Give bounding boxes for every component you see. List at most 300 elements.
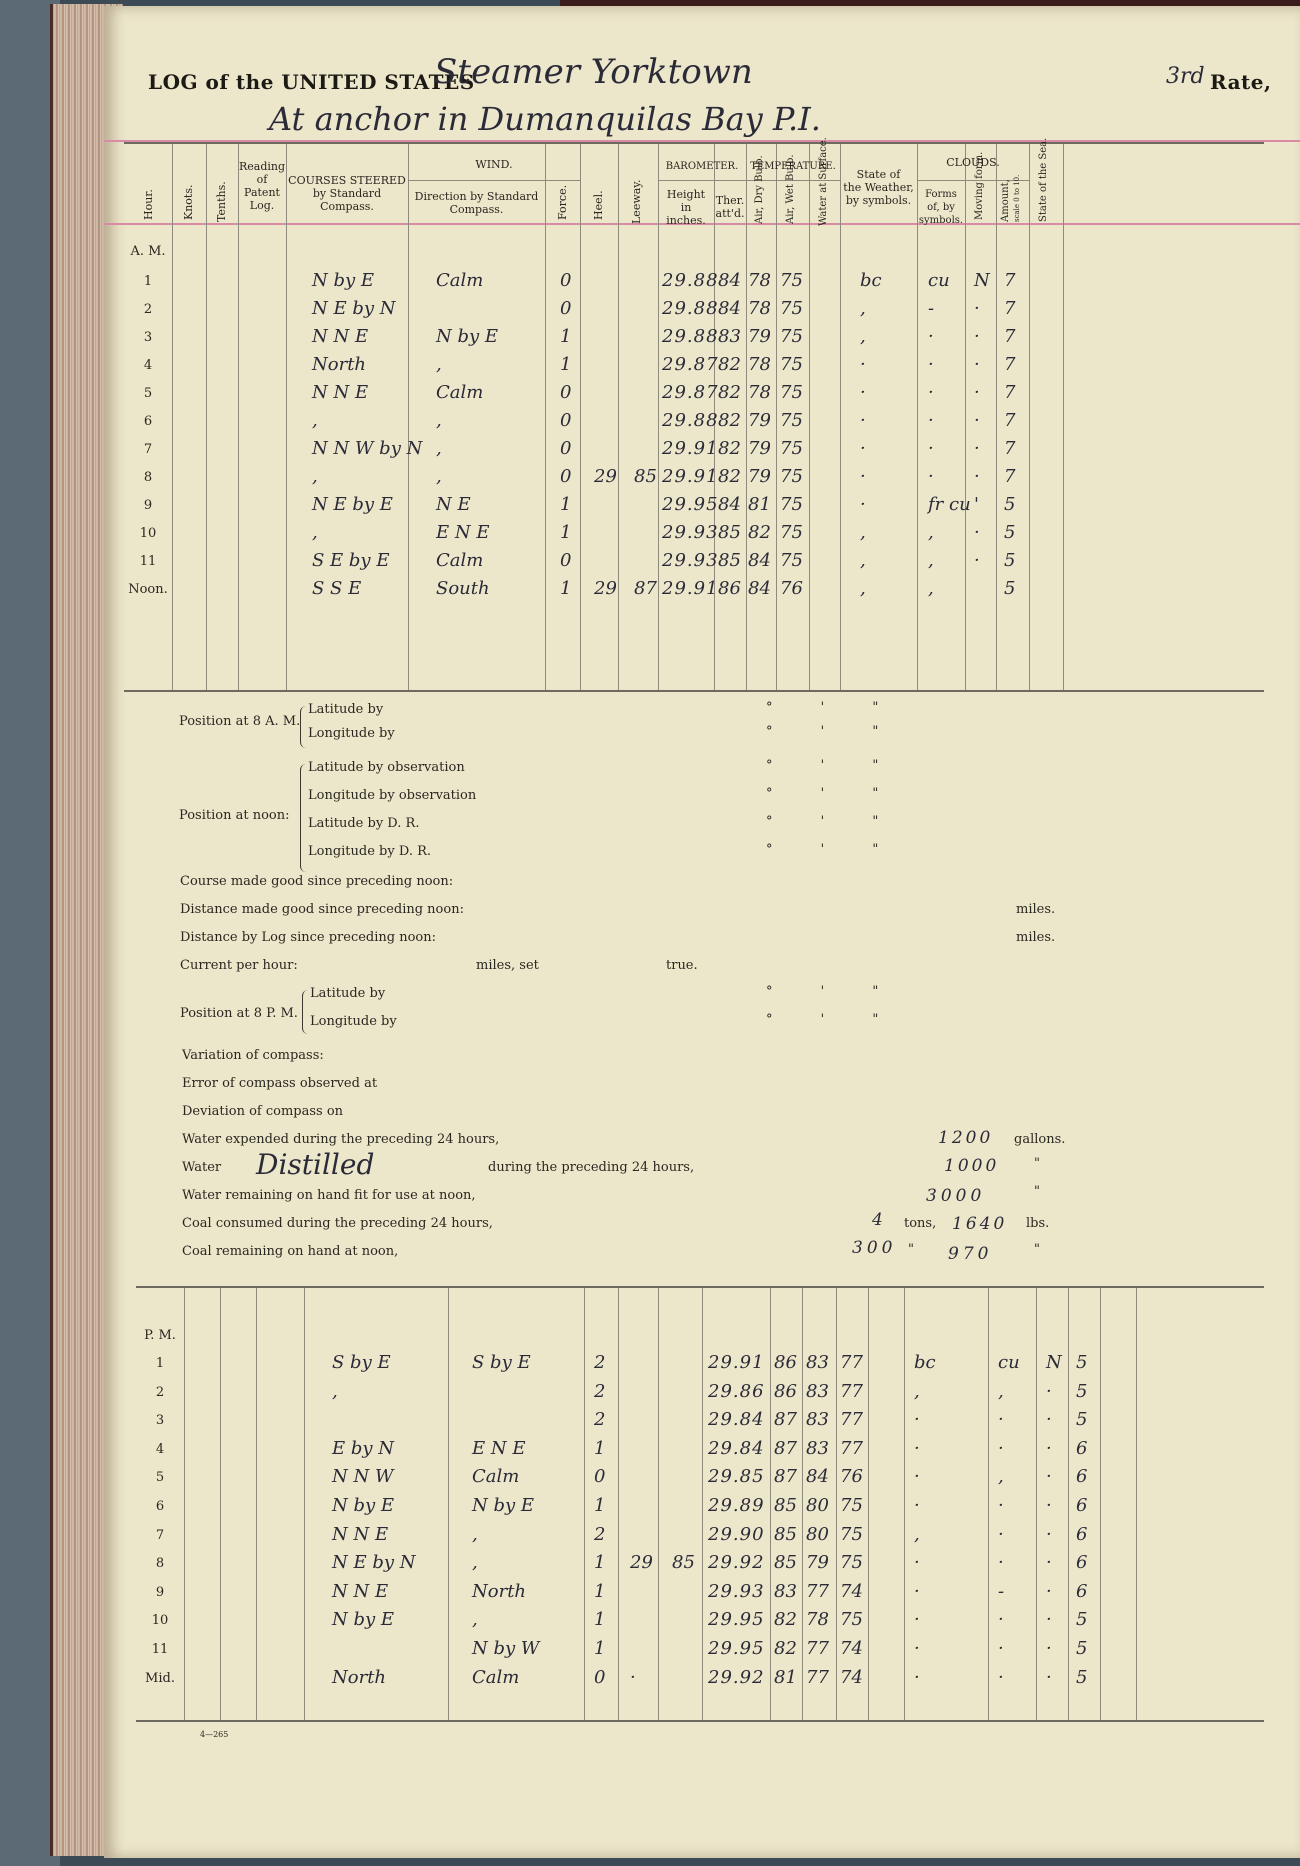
cell-dry: 83: [806, 1437, 829, 1459]
cell-dry: 77: [806, 1638, 829, 1659]
cell-ther: 87: [774, 1437, 797, 1459]
cell-wet: 74: [840, 1666, 863, 1688]
cell-weather: ·: [914, 1409, 920, 1431]
position-noon-label: Position at noon:: [179, 808, 290, 823]
cell-weather: ·: [860, 466, 866, 487]
cell-dir: N E: [436, 494, 471, 515]
cell-forms: ,: [998, 1380, 1004, 1402]
cell-amount: 5: [1076, 1638, 1088, 1659]
header-air-wet: Air, Wet Bulb.: [785, 154, 796, 224]
cell-weather: ·: [860, 410, 866, 431]
ditto-3: ": [908, 1242, 914, 1257]
cell-weather: ,: [860, 522, 866, 543]
cell-moving: ·: [1046, 1523, 1052, 1545]
cell-amount: 6: [1076, 1495, 1088, 1516]
deg-marks-5: ° ' ": [766, 814, 901, 829]
cell-moving: ·: [1046, 1580, 1052, 1602]
cell-ther: 82: [774, 1638, 797, 1659]
miles-label-2: miles.: [1016, 930, 1056, 945]
header-weather: State of the Weather, by symbols.: [843, 168, 914, 207]
cell-amount: 5: [1004, 494, 1016, 515]
cell-baro: 29.93: [662, 522, 719, 543]
latitude-8pm-label: Latitude by: [310, 986, 386, 1001]
cell-force: 2: [594, 1352, 606, 1373]
cell-moving: N: [974, 270, 990, 291]
cell-baro: 29.88: [662, 270, 719, 291]
cell-hour: 2: [143, 302, 153, 317]
cell-baro: 29.91: [662, 578, 719, 599]
cell-forms: ·: [998, 1609, 1004, 1631]
header-temperature: TEMPERATURE.: [750, 161, 836, 172]
deg-marks-8: ° ' ": [766, 1012, 901, 1027]
cell-wet: 75: [780, 354, 803, 375]
cell-dir: N by E: [436, 326, 499, 347]
cell-dry: 78: [748, 270, 771, 291]
cell-ther: 86: [774, 1352, 797, 1373]
cell-dry: 77: [806, 1580, 829, 1602]
cell-course: North: [332, 1666, 387, 1688]
lbs-label: lbs.: [1026, 1216, 1050, 1231]
cell-weather: bc: [860, 270, 882, 291]
header-clouds: CLOUDS.: [946, 156, 1000, 169]
brace-noon: [300, 764, 307, 872]
cell-course: N N W by N: [312, 438, 423, 459]
ditto-4: ": [1034, 1242, 1040, 1257]
cell-forms: ,: [928, 578, 934, 599]
cell-heel: ·: [630, 1666, 636, 1688]
cell-course: N N E: [332, 1523, 389, 1545]
header-tenths: Tenths.: [215, 181, 228, 222]
cell-moving: ·: [1046, 1380, 1052, 1402]
cell-ther: 82: [718, 354, 741, 375]
cell-dry: 79: [748, 410, 771, 431]
cell-baro: 29.84: [708, 1409, 765, 1431]
cell-dir: Calm: [436, 382, 484, 403]
cell-hour: Noon.: [128, 582, 168, 597]
cell-amount: 6: [1076, 1552, 1088, 1574]
cell-weather: ·: [914, 1609, 920, 1631]
cell-dry: 78: [806, 1609, 829, 1631]
cell-leeway: 85: [634, 466, 657, 487]
cell-moving: ·: [974, 382, 980, 403]
cell-force: 0: [560, 438, 572, 459]
header-barometer: BAROMETER.: [665, 161, 739, 172]
log-title: LOG of the UNITED STATES: [148, 70, 475, 94]
cell-baro: 29.92: [708, 1552, 765, 1574]
cell-hour: 7: [155, 1527, 165, 1543]
cell-wet: 77: [840, 1380, 863, 1402]
cell-force: 2: [594, 1409, 606, 1431]
cell-course: N N E: [312, 382, 369, 403]
cell-amount: 6: [1076, 1523, 1088, 1545]
cell-dir: ,: [436, 410, 442, 431]
cell-moving: ·: [974, 298, 980, 319]
cell-course: N E by E: [312, 494, 393, 515]
cell-hour: 6: [155, 1499, 165, 1514]
latitude-dr-label: Latitude by D. R.: [308, 816, 420, 831]
cell-wet: 75: [780, 410, 803, 431]
cell-amount: 5: [1076, 1352, 1088, 1373]
cell-weather: ,: [860, 550, 866, 571]
cell-amount: 5: [1004, 578, 1016, 599]
cell-hour: 11: [139, 554, 157, 569]
cell-forms: fr cu: [928, 494, 971, 515]
distance-made-good-label: Distance made good since preceding noon:: [180, 902, 464, 917]
cell-dry: 77: [806, 1666, 829, 1688]
table-row: [124, 298, 1264, 326]
cell-weather: ,: [860, 326, 866, 347]
cell-force: 2: [594, 1523, 606, 1545]
cell-amount: 5: [1004, 522, 1016, 543]
cell-force: 0: [560, 550, 572, 571]
header-leeway: Leeway.: [630, 179, 643, 224]
cell-forms: ·: [998, 1523, 1004, 1545]
cell-dry: 80: [806, 1523, 829, 1545]
cell-force: 0: [560, 270, 572, 291]
cell-forms: -: [998, 1580, 1005, 1602]
cell-wet: 75: [780, 466, 803, 487]
longitude-8am-label: Longitude by: [308, 726, 395, 741]
cell-amount: 7: [1004, 354, 1016, 375]
course-made-good-label: Course made good since preceding noon:: [180, 874, 454, 889]
table-row: [136, 1352, 1264, 1381]
cell-moving: ·: [1046, 1609, 1052, 1631]
ditto-2: ": [1034, 1184, 1040, 1199]
cell-dry: 82: [748, 522, 771, 543]
cell-course: S S E: [312, 578, 362, 599]
cell-weather: ·: [860, 494, 866, 515]
cell-wet: 75: [780, 270, 803, 291]
cell-force: 1: [560, 326, 572, 347]
cell-baro: 29.84: [708, 1437, 765, 1459]
cell-force: 1: [560, 354, 572, 375]
cell-wet: 75: [780, 382, 803, 403]
cell-amount: 5: [1076, 1409, 1088, 1431]
cell-dry: 80: [806, 1495, 829, 1516]
cell-wet: 76: [780, 578, 803, 599]
cell-amount: 5: [1076, 1609, 1088, 1631]
table-row: [124, 410, 1264, 438]
cell-baro: 29.87: [662, 382, 719, 403]
cell-amount: 6: [1076, 1437, 1088, 1459]
table-row: [136, 1609, 1264, 1638]
deg-marks-6: ° ' ": [766, 842, 901, 857]
location-line: At anchor in Dumanquilas Bay P.I.: [269, 100, 821, 138]
cell-course: S E by E: [312, 550, 390, 571]
cell-baro: 29.88: [662, 298, 719, 319]
cell-baro: 29.92: [708, 1666, 765, 1688]
miles-label-1: miles.: [1016, 902, 1056, 917]
cell-dry: 83: [806, 1409, 829, 1431]
table-row: [136, 1667, 1264, 1696]
cell-hour: 10: [151, 1613, 169, 1629]
cell-dir: E N E: [436, 522, 490, 543]
table-row: [124, 270, 1264, 298]
cell-forms: ·: [998, 1638, 1004, 1659]
water-remaining-label: Water remaining on hand fit for use at noon,: [182, 1188, 476, 1203]
coal-remaining-lbs: 970: [948, 1244, 993, 1264]
cell-amount: 7: [1004, 410, 1016, 431]
cell-course: N by E: [332, 1609, 395, 1631]
cell-moving: ·: [974, 438, 980, 459]
header-cloud-scale: scale 0 to 10.: [1013, 174, 1021, 222]
cell-force: 1: [594, 1552, 606, 1574]
miles-set-label: miles, set: [476, 958, 539, 973]
cell-amount: 5: [1076, 1380, 1088, 1402]
cell-wet: 75: [780, 438, 803, 459]
cell-hour: 6: [143, 414, 153, 429]
position-8pm-label: Position at 8 P. M.: [180, 1006, 298, 1021]
cell-force: 1: [594, 1580, 606, 1602]
cell-dry: 84: [748, 578, 771, 599]
deg-marks-7: ° ' ": [766, 984, 901, 999]
cell-weather: ·: [860, 382, 866, 403]
cell-moving: ·: [1046, 1666, 1052, 1688]
cell-amount: 7: [1004, 298, 1016, 319]
deg-marks-1: ° ' ": [766, 700, 901, 715]
cell-forms: cu: [998, 1352, 1020, 1373]
cell-force: 0: [560, 382, 572, 403]
cell-baro: 29.93: [662, 550, 719, 571]
coal-remaining-label: Coal remaining on hand at noon,: [182, 1244, 399, 1259]
cell-forms: ·: [928, 438, 934, 459]
cell-force: 0: [560, 410, 572, 431]
cell-ther: 86: [774, 1380, 797, 1402]
cell-heel: 29: [594, 578, 617, 599]
cell-wet: 77: [840, 1437, 863, 1459]
header-cloud-moving: Moving form.: [974, 151, 985, 220]
cell-force: 1: [560, 494, 572, 515]
cell-hour: 5: [155, 1470, 165, 1486]
cell-ther: 82: [774, 1609, 797, 1631]
cell-force: 1: [560, 522, 572, 543]
cell-amount: 5: [1004, 550, 1016, 571]
table-row: [136, 1438, 1264, 1467]
ditto-1: ": [1034, 1156, 1040, 1171]
cell-course: N by E: [312, 270, 375, 291]
cell-dry: 79: [748, 466, 771, 487]
cell-course: N by E: [332, 1495, 395, 1516]
cell-ther: 85: [774, 1523, 797, 1545]
cell-hour: 1: [155, 1356, 165, 1371]
cell-wet: 75: [780, 298, 803, 319]
table-row: [136, 1409, 1264, 1438]
cell-weather: ·: [914, 1466, 920, 1488]
cell-amount: 7: [1004, 270, 1016, 291]
cell-weather: ·: [860, 354, 866, 375]
water-remaining-value: 3000: [926, 1186, 986, 1206]
cell-hour: 8: [143, 470, 153, 485]
coal-remaining-tons: 300: [852, 1238, 897, 1258]
rate-label: Rate,: [1210, 70, 1272, 94]
cell-wet: 75: [840, 1523, 863, 1545]
cell-baro: 29.89: [708, 1495, 765, 1516]
longitude-observation-label: Longitude by observation: [308, 788, 477, 803]
longitude-dr-label: Longitude by D. R.: [308, 844, 431, 859]
cell-weather: ·: [914, 1495, 920, 1516]
cell-ther: 83: [774, 1580, 797, 1602]
cell-ther: 87: [774, 1466, 797, 1488]
header-sea-state: State of the Sea.: [1038, 137, 1049, 222]
cell-forms: ,: [928, 522, 934, 543]
cell-force: 1: [560, 578, 572, 599]
error-label: Error of compass observed at: [182, 1076, 378, 1091]
brace-8am: [300, 706, 307, 748]
deg-marks-3: ° ' ": [766, 758, 901, 773]
water-distilled-value: 1000: [944, 1156, 1000, 1176]
cell-dir: Calm: [472, 1466, 520, 1488]
cell-baro: 29.95: [708, 1609, 765, 1631]
cell-dir: Calm: [472, 1666, 520, 1688]
cell-leeway: 85: [672, 1552, 695, 1574]
water-word: Water: [182, 1160, 222, 1175]
cell-hour: 8: [155, 1556, 165, 1572]
cell-dir: ,: [436, 466, 442, 487]
cell-wet: 75: [780, 550, 803, 571]
cell-baro: 29.91: [662, 466, 719, 487]
header-cloud-forms: Forms of, by symbols.: [918, 189, 964, 226]
cell-baro: 29.86: [708, 1380, 765, 1402]
table-row: [124, 354, 1264, 382]
header-hour: Hour.: [142, 189, 155, 220]
cell-ther: 81: [774, 1666, 797, 1688]
cell-wet: 75: [780, 522, 803, 543]
cell-force: 0: [594, 1666, 606, 1688]
cell-leeway: 87: [634, 578, 657, 599]
cell-baro: 29.95: [662, 494, 719, 515]
cell-ther: 87: [774, 1409, 797, 1431]
cell-force: 2: [594, 1380, 606, 1402]
cell-moving: ·: [974, 326, 980, 347]
cell-moving: ·: [974, 354, 980, 375]
cell-wet: 75: [780, 326, 803, 347]
table-row: [136, 1466, 1264, 1495]
cell-dir: N by W: [472, 1638, 540, 1659]
cell-baro: 29.95: [708, 1638, 765, 1659]
cell-amount: 5: [1076, 1666, 1088, 1688]
cell-weather: ·: [914, 1580, 920, 1602]
cell-dry: 79: [748, 326, 771, 347]
cell-hour: 11: [151, 1642, 169, 1657]
cell-weather: ·: [914, 1638, 920, 1659]
deg-marks-4: ° ' ": [766, 786, 901, 801]
header-force: Force.: [556, 184, 569, 220]
cell-amount: 6: [1076, 1580, 1088, 1602]
cell-dir: South: [436, 578, 490, 599]
table-row: [136, 1495, 1264, 1524]
cell-forms: ·: [928, 410, 934, 431]
cell-baro: 29.91: [708, 1352, 765, 1373]
header-heel: Heel.: [592, 190, 605, 220]
cell-force: 1: [594, 1609, 606, 1631]
cell-forms: ·: [928, 354, 934, 375]
cell-moving: ·: [1046, 1437, 1052, 1459]
cell-heel: 29: [630, 1552, 653, 1574]
cell-baro: 29.91: [662, 438, 719, 459]
cell-dir: S by E: [472, 1352, 531, 1373]
cell-dry: 78: [748, 354, 771, 375]
cell-ther: 84: [718, 270, 741, 291]
header-knots: Knots.: [182, 184, 195, 220]
cell-course: North: [312, 354, 367, 375]
gallons-label: gallons.: [1014, 1132, 1066, 1147]
tons-label: tons,: [904, 1216, 937, 1231]
rate-number: 3rd: [1166, 64, 1205, 89]
cell-baro: 29.93: [708, 1580, 765, 1602]
cell-weather: ,: [860, 578, 866, 599]
table-row: [124, 382, 1264, 410]
cell-hour: 5: [143, 386, 153, 401]
cell-dry: 83: [806, 1380, 829, 1402]
cell-hour: 9: [143, 498, 153, 513]
cell-wet: 75: [780, 494, 803, 515]
cell-amount: 7: [1004, 382, 1016, 403]
cell-dir: ,: [472, 1609, 478, 1631]
cell-forms: ·: [928, 382, 934, 403]
cell-course: ,: [332, 1380, 338, 1402]
cell-wet: 76: [840, 1466, 863, 1488]
cell-weather: ·: [860, 438, 866, 459]
header-air-dry: Air, Dry Bulb.: [754, 155, 765, 224]
latitude-observation-label: Latitude by observation: [308, 760, 465, 775]
cell-course: N N W: [332, 1466, 394, 1488]
cell-moving: ·: [1046, 1638, 1052, 1659]
header-water-surface: Water at Surface.: [818, 137, 829, 226]
form-number: 4—265: [200, 1730, 229, 1739]
cell-wet: 75: [840, 1609, 863, 1631]
cell-weather: ,: [860, 298, 866, 319]
header-ther-att: Ther. att'd.: [715, 194, 745, 220]
cell-ther: 85: [774, 1552, 797, 1574]
cell-forms: ·: [998, 1552, 1004, 1574]
cell-ther: 84: [718, 298, 741, 319]
cell-dir: N by E: [472, 1495, 535, 1516]
true-label: true.: [666, 958, 698, 973]
cell-weather: bc: [914, 1352, 936, 1373]
cell-hour: 1: [143, 274, 153, 289]
cell-weather: ,: [914, 1523, 920, 1545]
cell-baro: 29.87: [662, 354, 719, 375]
cell-forms: ·: [998, 1437, 1004, 1459]
cell-dir: North: [472, 1580, 527, 1602]
cell-dir: ,: [472, 1523, 478, 1545]
cell-hour: 7: [143, 442, 153, 457]
cell-weather: ,: [914, 1380, 920, 1402]
cell-course: N N E: [312, 326, 369, 347]
table-row: [136, 1552, 1264, 1581]
cell-forms: ·: [928, 466, 934, 487]
cell-ther: 85: [718, 550, 741, 571]
cell-dry: 84: [806, 1466, 829, 1488]
cell-baro: 29.90: [708, 1523, 765, 1545]
cell-course: E by N: [332, 1437, 395, 1459]
cell-ther: 82: [718, 466, 741, 487]
cell-ther: 85: [718, 522, 741, 543]
cell-dir: Calm: [436, 270, 484, 291]
coal-consumed-lbs: 1640: [952, 1214, 1008, 1234]
cell-ther: 86: [718, 578, 741, 599]
cell-wet: 75: [840, 1495, 863, 1516]
variation-label: Variation of compass:: [182, 1048, 324, 1063]
log-page: [104, 6, 1300, 1858]
cell-wet: 74: [840, 1638, 863, 1659]
cell-dry: 78: [748, 382, 771, 403]
deg-marks-2: ° ' ": [766, 724, 901, 739]
am-log-table: [124, 137, 1264, 692]
cell-moving: ·: [974, 466, 980, 487]
cell-moving: ·: [1046, 1495, 1052, 1516]
position-8am-label: Position at 8 A. M.: [179, 714, 301, 729]
